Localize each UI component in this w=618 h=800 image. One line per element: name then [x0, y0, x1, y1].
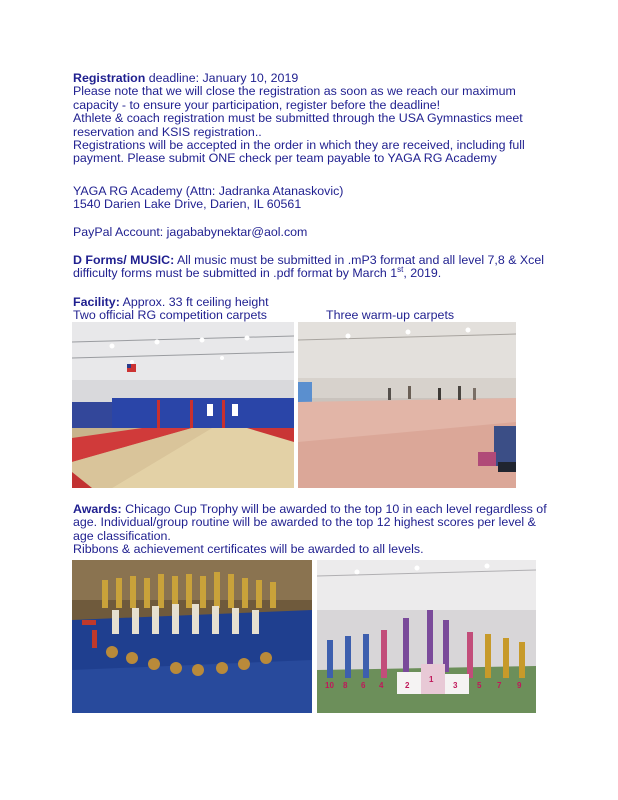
registration-line: Please note that we will close the registration as soon as we reach our maximum	[73, 84, 516, 99]
academy-street: 1540 Darien Lake Drive, Darien, IL 60561	[73, 197, 302, 212]
podium-place-label: 8	[343, 681, 348, 690]
registration-line: Athlete & coach registration must be submitted through the USA Gymnastics meet	[73, 111, 523, 126]
awards-section	[73, 503, 553, 557]
awards-line: age classification.	[73, 528, 171, 543]
dforms-section	[73, 254, 553, 281]
podium-photo	[317, 560, 536, 713]
podium-place-label: 5	[477, 681, 482, 690]
warmup-carpets-photo	[298, 322, 516, 488]
registration-line: capacity - to ensure your participation, register before the deadline!	[73, 97, 441, 112]
awards-line: age. Individual/group routine will be awarded to the top 12 highest scores per level &	[73, 515, 536, 530]
podium-place-label: 7	[497, 681, 502, 690]
facility-ceiling: Approx. 33 ft ceiling height	[119, 295, 269, 309]
podium-place-label: 2	[405, 681, 410, 690]
academy-name: YAGA RG Academy (Attn: Jadranka Atanaskovic)	[73, 184, 344, 198]
dforms-line2: difficulty forms must be submitted in .pdf format by March 1st, 2019.	[73, 265, 442, 281]
registration-deadline: deadline: January 10, 2019	[145, 71, 299, 85]
gym-carpets-photo	[72, 322, 294, 488]
dforms-heading: D Forms/ MUSIC:	[73, 253, 175, 267]
registration-deadline-line	[73, 72, 553, 85]
awards-line1: Chicago Cup Trophy will be awarded to the top 10 in each level regardless of	[121, 502, 547, 516]
facility-heading: Facility:	[73, 295, 120, 309]
podium-place-label: 3	[453, 681, 458, 690]
address-section	[73, 185, 553, 212]
podium-place-label: 10	[325, 681, 334, 690]
facility-caption-right: Three warm-up carpets	[326, 308, 455, 322]
trophies-photo	[72, 560, 312, 713]
registration-section	[73, 72, 553, 166]
registration-heading: Registration	[73, 71, 146, 85]
dforms-line1: All music must be submitted in .mP3 format and all level 7,8 & Xcel	[174, 253, 545, 267]
podium-place-label: 4	[379, 681, 384, 690]
paypal-line: PayPal Account: jagababynektar@aol.com	[73, 225, 308, 239]
podium-place-label: 6	[361, 681, 366, 690]
facility-caption-left: Two official RG competition carpets	[73, 308, 267, 322]
podium-place-label: 1	[429, 675, 434, 684]
registration-line: reservation and KSIS registration..	[73, 124, 262, 139]
awards-line: Ribbons & achievement certificates will be awarded to all levels.	[73, 542, 424, 557]
registration-line: payment. Please submit ONE check per team payable to YAGA RG Academy	[73, 151, 497, 166]
podium-place-label: 9	[517, 681, 522, 690]
awards-heading: Awards:	[73, 502, 122, 516]
registration-line: Registrations will be accepted in the order in which they are received, including full	[73, 138, 525, 153]
